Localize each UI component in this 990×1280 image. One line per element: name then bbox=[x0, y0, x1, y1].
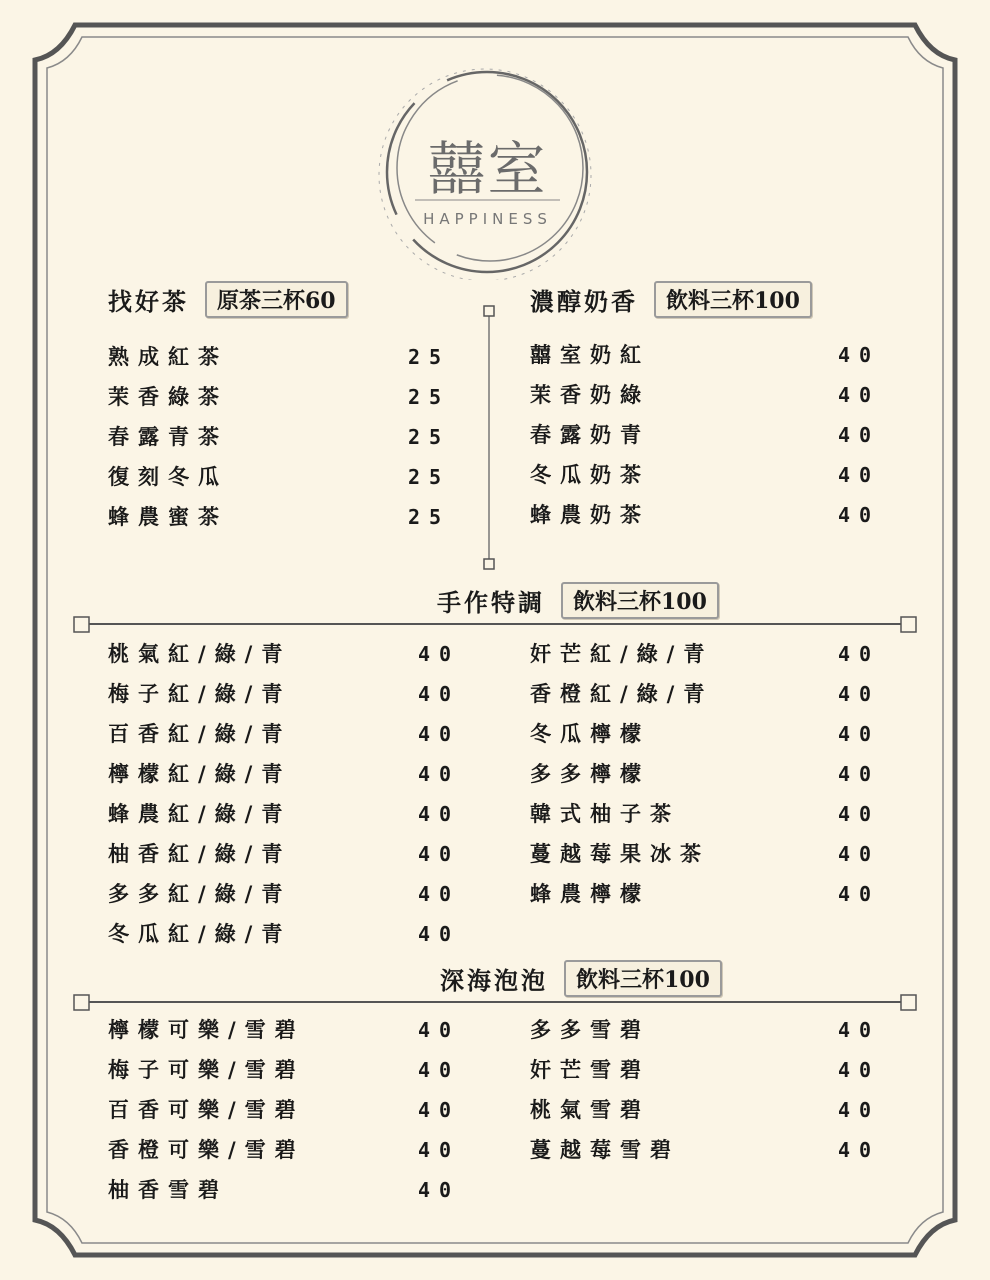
section-handmade-header bbox=[437, 582, 719, 619]
menu-item-price: 40 bbox=[418, 762, 461, 786]
menu-item-price: 25 bbox=[408, 345, 451, 369]
bubble-list-right bbox=[530, 1016, 880, 1176]
menu-item bbox=[108, 1056, 461, 1096]
menu-item-name: 冬瓜奶茶 bbox=[530, 462, 650, 487]
menu-item-name: 柚香雪碧 bbox=[108, 1177, 228, 1202]
menu-item-name: 蜂農紅/綠/青 bbox=[108, 801, 292, 826]
menu-item-price: 40 bbox=[418, 802, 461, 826]
menu-item-name: 囍室奶紅 bbox=[530, 342, 650, 367]
menu-item bbox=[108, 840, 461, 880]
menu-item-price: 40 bbox=[838, 503, 881, 527]
menu-item-name: 蔓越莓果冰茶 bbox=[530, 841, 710, 866]
menu-item-price: 40 bbox=[838, 1018, 881, 1042]
menu-item bbox=[108, 880, 461, 920]
menu-item bbox=[108, 760, 461, 800]
section-bubble-title: 深海泡泡 bbox=[440, 966, 548, 995]
menu-item bbox=[108, 1096, 461, 1136]
menu-item-price: 40 bbox=[838, 1058, 881, 1082]
menu-item-name: 百香紅/綠/青 bbox=[108, 721, 292, 746]
menu-item bbox=[530, 1136, 880, 1176]
menu-item-price: 40 bbox=[838, 1138, 881, 1162]
menu-item-name: 檸檬紅/綠/青 bbox=[108, 761, 292, 786]
menu-item-name: 香橙紅/綠/青 bbox=[530, 681, 714, 706]
menu-item-price: 40 bbox=[418, 1098, 461, 1122]
menu-item bbox=[530, 1096, 880, 1136]
menu-item bbox=[108, 720, 461, 760]
menu-item bbox=[530, 840, 880, 880]
bubble-list-left bbox=[108, 1016, 461, 1216]
menu-item-name: 檸檬可樂/雪碧 bbox=[108, 1017, 305, 1042]
menu-item-price: 25 bbox=[408, 385, 451, 409]
section-milk-badge: 飲料三杯100 bbox=[654, 281, 812, 318]
menu-item-price: 40 bbox=[838, 762, 881, 786]
menu-item-price: 40 bbox=[838, 642, 881, 666]
menu-item-name: 多多雪碧 bbox=[530, 1017, 650, 1042]
menu-item-name: 蜂農奶茶 bbox=[530, 502, 650, 527]
section-milk-title: 濃醇奶香 bbox=[530, 287, 638, 316]
menu-item bbox=[530, 1016, 880, 1056]
menu-item-price: 40 bbox=[418, 722, 461, 746]
menu-item bbox=[108, 423, 451, 463]
menu-item-price: 40 bbox=[838, 423, 881, 447]
menu-item-name: 茉香奶綠 bbox=[530, 382, 650, 407]
tea-list bbox=[108, 343, 451, 543]
menu-item bbox=[530, 501, 881, 541]
handmade-list-right bbox=[530, 640, 880, 920]
menu-item bbox=[108, 800, 461, 840]
menu-item bbox=[530, 880, 880, 920]
menu-item-price: 40 bbox=[838, 882, 881, 906]
menu-item-name: 蜂農蜜茶 bbox=[108, 504, 228, 529]
menu-item bbox=[108, 383, 451, 423]
section-bubble-badge: 飲料三杯100 bbox=[564, 960, 722, 997]
menu-item-name: 桃氣紅/綠/青 bbox=[108, 641, 292, 666]
menu-item-name: 茉香綠茶 bbox=[108, 384, 228, 409]
menu-item-name: 春露奶青 bbox=[530, 422, 650, 447]
menu-item-name: 多多檸檬 bbox=[530, 761, 650, 786]
menu-item-name: 香橙可樂/雪碧 bbox=[108, 1137, 305, 1162]
section-bubble-header bbox=[440, 960, 722, 997]
menu-item bbox=[108, 1016, 461, 1056]
menu-item bbox=[530, 800, 880, 840]
menu-item-name: 春露青茶 bbox=[108, 424, 228, 449]
menu-item bbox=[530, 720, 880, 760]
milk-list bbox=[530, 341, 881, 541]
section-handmade-title: 手作特調 bbox=[437, 588, 545, 617]
brand-logo bbox=[375, 60, 600, 280]
menu-item-price: 40 bbox=[418, 922, 461, 946]
menu-item bbox=[530, 381, 881, 421]
menu-item-name: 復刻冬瓜 bbox=[108, 464, 228, 489]
menu-item-price: 40 bbox=[418, 682, 461, 706]
menu-item-name: 冬瓜檸檬 bbox=[530, 721, 650, 746]
menu-item-price: 25 bbox=[408, 505, 451, 529]
section-tea-badge: 原茶三杯60 bbox=[205, 281, 348, 318]
section-milk-header bbox=[530, 281, 812, 318]
menu-item-price: 40 bbox=[418, 1018, 461, 1042]
menu-item-name: 蔓越莓雪碧 bbox=[530, 1137, 680, 1162]
menu-item-price: 40 bbox=[838, 802, 881, 826]
menu-item-price: 40 bbox=[418, 882, 461, 906]
menu-item-name: 奸芒雪碧 bbox=[530, 1057, 650, 1082]
menu-item-price: 40 bbox=[838, 1098, 881, 1122]
section-tea-header bbox=[108, 281, 348, 318]
menu-item-price: 40 bbox=[838, 463, 881, 487]
menu-item-name: 梅子紅/綠/青 bbox=[108, 681, 292, 706]
menu-item-price: 25 bbox=[408, 465, 451, 489]
menu-item bbox=[530, 640, 880, 680]
menu-item-price: 40 bbox=[418, 1058, 461, 1082]
menu-item bbox=[108, 1136, 461, 1176]
menu-item-price: 40 bbox=[838, 722, 881, 746]
menu-item bbox=[108, 503, 451, 543]
logo-subtitle: HAPPINESS bbox=[423, 210, 552, 228]
section-handmade-badge: 飲料三杯100 bbox=[561, 582, 719, 619]
menu-item bbox=[530, 341, 881, 381]
menu-item-price: 40 bbox=[418, 1178, 461, 1202]
menu-item bbox=[108, 920, 461, 960]
menu-item bbox=[530, 760, 880, 800]
menu-item-name: 多多紅/綠/青 bbox=[108, 881, 292, 906]
menu-item-name: 百香可樂/雪碧 bbox=[108, 1097, 305, 1122]
menu-item-price: 40 bbox=[838, 842, 881, 866]
handmade-list-left bbox=[108, 640, 461, 960]
menu-item-name: 梅子可樂/雪碧 bbox=[108, 1057, 305, 1082]
menu-item bbox=[108, 1176, 461, 1216]
menu-item-name: 熟成紅茶 bbox=[108, 344, 228, 369]
menu-item bbox=[108, 680, 461, 720]
menu-item bbox=[108, 463, 451, 503]
section-tea-title: 找好茶 bbox=[108, 287, 189, 316]
menu-item-price: 40 bbox=[418, 842, 461, 866]
menu-item-name: 冬瓜紅/綠/青 bbox=[108, 921, 292, 946]
menu-item-name: 蜂農檸檬 bbox=[530, 881, 650, 906]
menu-item-price: 40 bbox=[838, 682, 881, 706]
menu-item-price: 25 bbox=[408, 425, 451, 449]
menu-item bbox=[530, 461, 881, 501]
menu-item-price: 40 bbox=[418, 642, 461, 666]
menu-item-name: 柚香紅/綠/青 bbox=[108, 841, 292, 866]
menu-item bbox=[108, 343, 451, 383]
menu-item-name: 奸芒紅/綠/青 bbox=[530, 641, 714, 666]
menu-item bbox=[530, 1056, 880, 1096]
logo-title: 囍室 bbox=[427, 135, 548, 203]
menu-item-name: 韓式柚子茶 bbox=[530, 801, 680, 826]
menu-item-price: 40 bbox=[418, 1138, 461, 1162]
menu-item-price: 40 bbox=[838, 343, 881, 367]
menu-item-price: 40 bbox=[838, 383, 881, 407]
menu-item bbox=[530, 421, 881, 461]
menu-item bbox=[530, 680, 880, 720]
menu-item-name: 桃氣雪碧 bbox=[530, 1097, 650, 1122]
menu-item bbox=[108, 640, 461, 680]
